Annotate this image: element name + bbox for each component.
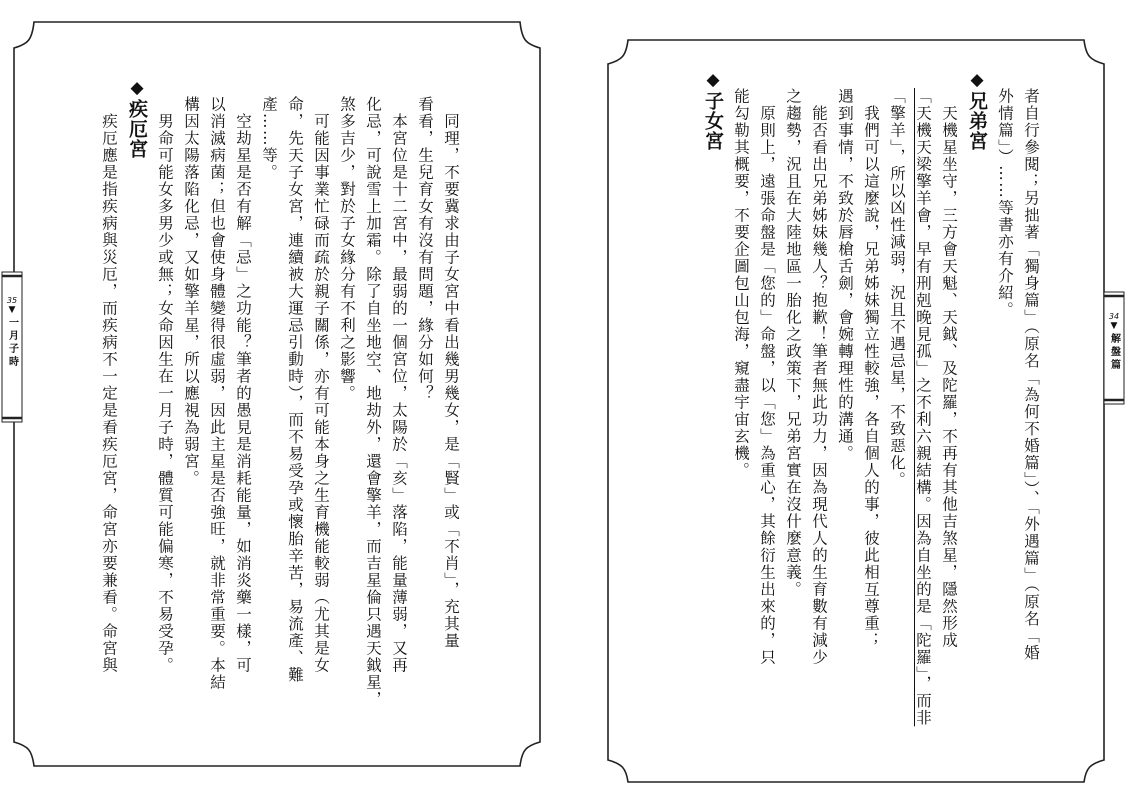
paragraph: 產……等。: [260, 96, 278, 181]
paragraph: 天機星坐守，三方會天魁、天鉞、及陀羅，不再有其他吉煞星，隱然形成: [940, 88, 958, 649]
left-tab-title: 一月子時: [6, 317, 18, 369]
paragraph: 看看，生兒育女有沒有問題，緣分如何？: [416, 96, 434, 402]
left-page-tab: [3, 296, 21, 369]
paragraph: 疾厄應是指疾病與災厄，而疾病不一定是看疾厄宮，命宮亦要兼看。命宮與: [100, 96, 118, 674]
paragraph: 本宮位是十二宮中，最弱的一個宮位，太陽於「亥」落陷，能量薄弱，又再: [390, 96, 408, 674]
paragraph: 空劫星是否有解「忌」之功能？筆者的愚見是消耗能量，如消炎藥一樣，可: [234, 96, 252, 674]
paragraph: 外情篇」）……等書亦有介紹。: [996, 88, 1014, 319]
paragraph: 我們可以這麼說，兄弟姊妹獨立性較強，各自個人的事，彼此相互尊重；: [862, 88, 880, 649]
paragraph: 化忌，可說雪上加霜。除了自坐地空、地劫外，還會擎羊，而吉星倫只遇天鉞星，: [364, 96, 382, 708]
paragraph: 可能因事業忙碌而疏於親子關係，亦有可能本身之生育機能較弱（尤其是女: [312, 96, 330, 674]
left-page-number: 35: [6, 296, 18, 305]
left-page-body: [96, 78, 464, 736]
right-page-number: 34: [1108, 312, 1120, 321]
paragraph: 煞多吉少，對於子女緣分有不利之影響。: [338, 96, 356, 402]
paragraph: 命，先天子女宮，連續被大運忌引動時），而不易受孕或懷胎辛苦，易流產、難: [286, 96, 304, 684]
paragraph: 能否看出兄弟姊妹幾人？抱歉！筆者無此功力，因為現代人的生育數有減少: [810, 88, 828, 666]
paragraph: 男命可能女多男少或無；女命因生在一月子時，體質可能偏寒，不易受孕。: [156, 96, 174, 674]
section-heading-illness: ◆疾厄宮: [126, 78, 148, 159]
paragraph: 同理，不要冀求由子女宮中看出幾男幾女，是「賢」或「不肖」，充其量: [442, 96, 460, 650]
paragraph: 遇到事情，不致於唇槍舌劍，會婉轉理性的溝通。: [836, 88, 854, 462]
paragraph: 原則上，遠張命盤是「您的」命盤，以「您」為重心，其餘衍生出來的，只: [758, 88, 776, 666]
triangle-down-icon: ▼: [8, 305, 16, 315]
section-heading-children: ◆子女宮: [702, 70, 724, 151]
paragraph: 構因太陽落陷化忌，又如擎羊星，所以應視為弱宮。: [182, 96, 200, 487]
paragraph: 之趨勢，況且在大陸地區一胎化之政策下，兄弟宮實在沒什麼意義。: [784, 88, 802, 598]
right-page-tab: [1105, 312, 1123, 372]
paragraph: 「天機天梁擎羊會，早有刑剋晚見孤」之不利六親結構。因為自坐的是「陀羅」，而非: [914, 88, 932, 727]
diamond-icon: ◆: [127, 78, 147, 99]
diamond-icon: ◆: [703, 70, 723, 91]
paragraph: 能勾勒其概要，不要企圖包山包海，窺盡宇宙玄機。: [732, 88, 750, 479]
right-page-body: [698, 70, 1044, 748]
paragraph: 以消滅病菌；但也會使身體變得很虛弱，因此主星是否強旺，就非常重要。本結: [208, 96, 226, 691]
paragraph: 「擎羊」，所以凶性減弱，況且不遇忌星，不致惡化。: [888, 88, 906, 489]
triangle-down-icon: ▼: [1110, 321, 1118, 331]
right-tab-title: 解盤篇: [1108, 333, 1120, 372]
diamond-icon: ◆: [967, 70, 987, 91]
section-heading-siblings: ◆兄弟宮: [966, 70, 988, 151]
paragraph: 者自行參閱；另拙著「獨身篇」（原名「為何不婚篇」）、「外遇篇」（原名「婚: [1022, 88, 1040, 662]
